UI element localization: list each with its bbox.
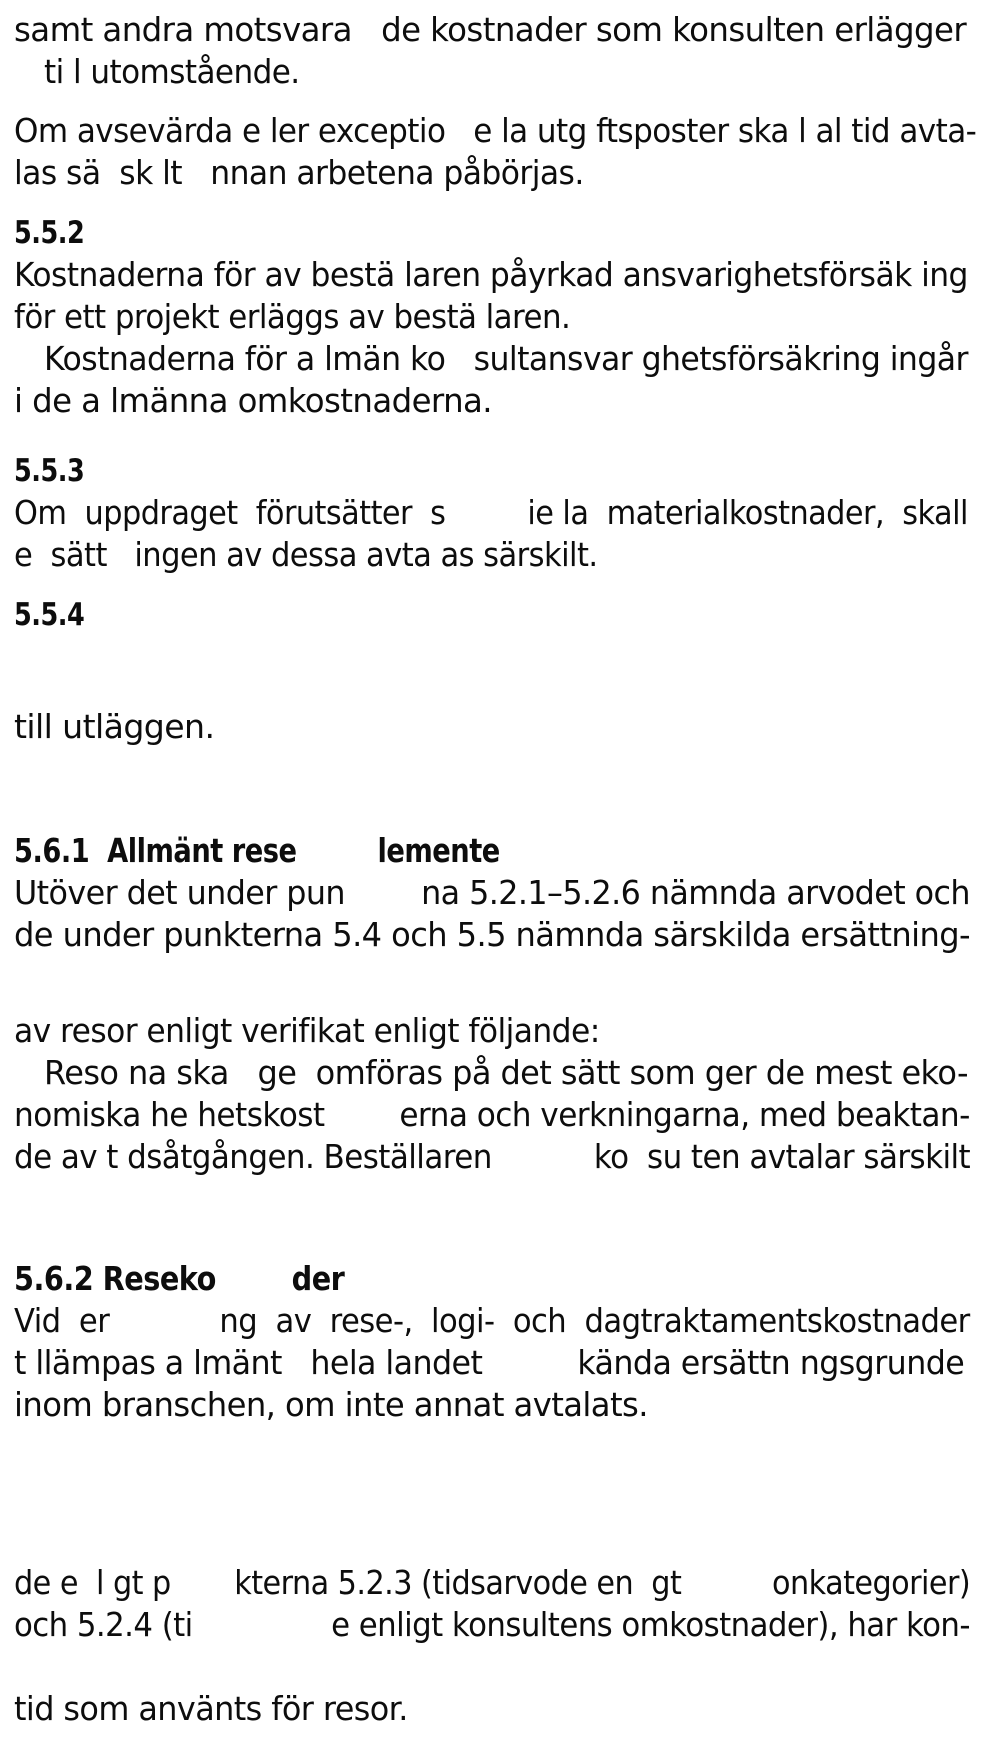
text-line: Om uppdraget förutsätter s ie la materialkostnader, skall: [14, 493, 968, 532]
section-number: 5.5.4: [14, 597, 85, 633]
text-line: för ett projekt erläggs av bestä laren.: [14, 297, 571, 336]
text-line: Om avsevärda e ler exceptio e la utg ftsposter ska l al tid avta-: [14, 111, 977, 150]
text-line: Kostnaderna för a lmän ko sultansvar ghetsförsäkring ingår: [44, 339, 968, 378]
text-line: och 5.2.4 (ti e enligt konsultens omkostnader), har kon-: [14, 1605, 970, 1644]
text-line: Kostnaderna för av bestä laren påyrkad ansvarighetsförsäk ing: [14, 255, 968, 294]
text-line: i de a lmänna omkostnaderna.: [14, 381, 492, 420]
section-number: 5.5.2: [14, 215, 85, 251]
text-line: Utöver det under pun na 5.2.1–5.2.6 nämnda arvodet och: [14, 873, 970, 912]
text-line: nomiska he hetskost erna och verkningarna, med beaktan-: [14, 1095, 970, 1134]
text-line: de e l gt p kterna 5.2.3 (tidsarvode en gt onkategorier): [14, 1563, 971, 1602]
text-line: tid som använts för resor.: [14, 1689, 408, 1728]
text-line: e sätt ingen av dessa avta as särskilt.: [14, 535, 598, 574]
text-line: till utläggen.: [14, 707, 215, 746]
text-line: Reso na ska ge omföras på det sätt som ger de mest eko-: [44, 1053, 968, 1092]
section-number: 5.5.3: [14, 453, 85, 489]
text-line: las sä sk lt nnan arbetena påbörjas.: [14, 153, 584, 192]
text-line: samt andra motsvara de kostnader som konsulten erlägger: [14, 10, 967, 49]
text-line: Vid er ng av rese-, logi- och dagtraktamentskostnader: [14, 1301, 970, 1340]
text-line: ti l utomstående.: [44, 52, 300, 91]
section-heading: 5.6.2 Reseko der: [14, 1259, 345, 1298]
text-line: t llämpas a lmänt hela landet kända ersättn ngsgrunde: [14, 1343, 965, 1382]
text-line: av resor enligt verifikat enligt följande:: [14, 1011, 600, 1050]
section-heading: 5.6.1 Allmänt rese lemente: [14, 831, 500, 870]
text-line: inom branschen, om inte annat avtalats.: [14, 1385, 648, 1424]
text-line: de av t dsåtgången. Beställaren ko su ten avtalar särskilt: [14, 1137, 971, 1176]
text-line: de under punkterna 5.4 och 5.5 nämnda särskilda ersättning-: [14, 915, 971, 954]
